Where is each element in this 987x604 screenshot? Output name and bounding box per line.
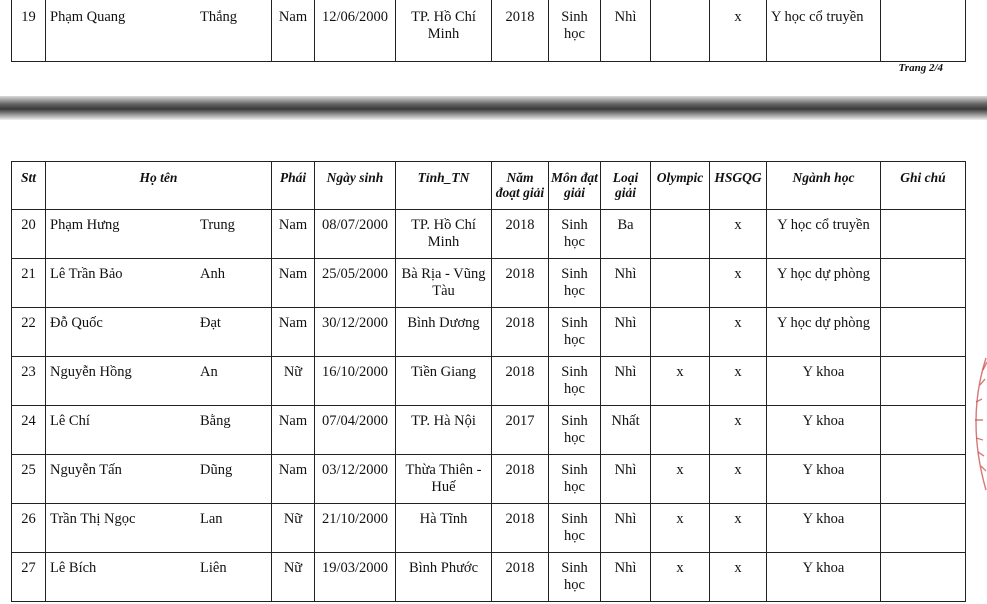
olympic-cell — [651, 308, 710, 357]
table-row — [12, 0, 966, 62]
major-cell: Y học dự phòng — [767, 259, 881, 308]
last-name: Nguyễn Tấn — [50, 462, 122, 478]
major-cell: Y học cổ truyền — [767, 210, 881, 259]
name-cell — [46, 308, 272, 357]
header-province: Tỉnh_TN — [396, 162, 492, 210]
header-major: Ngành học — [767, 162, 881, 210]
gender-cell: Nam — [272, 0, 315, 62]
year-cell: 2018 — [492, 210, 549, 259]
gender-cell: Nam — [272, 455, 315, 504]
major-cell: Y khoa — [767, 553, 881, 602]
note-cell — [881, 455, 966, 504]
stt-cell: 19 — [12, 0, 46, 62]
province-cell: TP. Hồ Chí Minh — [396, 210, 492, 259]
olympic-cell — [651, 0, 710, 62]
name-cell — [46, 357, 272, 406]
header-row — [12, 162, 966, 210]
province-cell: Bà Rịa - Vũng Tàu — [396, 259, 492, 308]
gender-cell: Nam — [272, 308, 315, 357]
page-separator — [0, 96, 987, 120]
last-name: Trần Thị Ngọc — [50, 511, 136, 527]
award-cell: Ba — [601, 210, 651, 259]
subject-cell: Sinh học — [549, 406, 601, 455]
hsgqg-cell: x — [710, 504, 767, 553]
previous-page-table — [11, 0, 966, 62]
student-table — [11, 161, 966, 602]
award-cell: Nhì — [601, 308, 651, 357]
dob-cell: 30/12/2000 — [315, 308, 396, 357]
note-cell — [881, 0, 966, 62]
note-cell — [881, 259, 966, 308]
dob-cell: 16/10/2000 — [315, 357, 396, 406]
header-stt: Stt — [12, 162, 46, 210]
olympic-cell — [651, 259, 710, 308]
major-cell: Y khoa — [767, 504, 881, 553]
subject-cell: Sinh học — [549, 455, 601, 504]
table-row — [12, 455, 966, 504]
last-name: Phạm Quang — [50, 9, 126, 25]
note-cell — [881, 210, 966, 259]
header-olympic: Olympic — [651, 162, 710, 210]
award-cell: Nhì — [601, 259, 651, 308]
province-cell: Hà Tĩnh — [396, 504, 492, 553]
year-cell: 2018 — [492, 357, 549, 406]
stt-cell: 21 — [12, 259, 46, 308]
name-cell — [46, 406, 272, 455]
header-note: Ghi chú — [881, 162, 966, 210]
name-cell — [46, 259, 272, 308]
header-dob: Ngày sinh — [315, 162, 396, 210]
hsgqg-cell: x — [710, 210, 767, 259]
year-cell: 2018 — [492, 308, 549, 357]
olympic-cell: x — [651, 455, 710, 504]
hsgqg-cell: x — [710, 553, 767, 602]
year-cell: 2017 — [492, 406, 549, 455]
hsgqg-cell: x — [710, 406, 767, 455]
first-name: Đạt — [200, 315, 221, 331]
note-cell — [881, 308, 966, 357]
last-name: Lê Trần Bảo — [50, 266, 123, 282]
year-cell: 2018 — [492, 0, 549, 62]
subject-cell: Sinh học — [549, 553, 601, 602]
last-name: Lê Bích — [50, 560, 97, 576]
olympic-cell: x — [651, 553, 710, 602]
table-row — [12, 357, 966, 406]
major-cell: Y khoa — [767, 357, 881, 406]
province-cell: Bình Phước — [396, 553, 492, 602]
header-award: Loại giải — [601, 162, 651, 210]
first-name: Bằng — [200, 413, 231, 429]
name-cell — [46, 210, 272, 259]
gender-cell: Nữ — [272, 504, 315, 553]
first-name: Dũng — [200, 462, 233, 478]
year-cell: 2018 — [492, 455, 549, 504]
dob-cell: 07/04/2000 — [315, 406, 396, 455]
hsgqg-cell: x — [710, 357, 767, 406]
note-cell — [881, 553, 966, 602]
award-cell: Nhì — [601, 455, 651, 504]
year-cell: 2018 — [492, 504, 549, 553]
award-cell: Nhì — [601, 0, 651, 62]
table-row — [12, 308, 966, 357]
dob-cell: 21/10/2000 — [315, 504, 396, 553]
last-name: Đỗ Quốc — [50, 315, 103, 331]
award-cell: Nhì — [601, 504, 651, 553]
header-name: Họ tên — [46, 162, 272, 210]
first-name: An — [200, 364, 218, 380]
olympic-cell: x — [651, 504, 710, 553]
stt-cell: 20 — [12, 210, 46, 259]
note-cell — [881, 357, 966, 406]
table-row — [12, 210, 966, 259]
header-subject: Môn đạt giải — [549, 162, 601, 210]
table-row — [12, 553, 966, 602]
province-cell: Thừa Thiên - Huế — [396, 455, 492, 504]
first-name: Thắng — [200, 9, 238, 25]
first-name: Lan — [200, 511, 223, 527]
table-row — [12, 259, 966, 308]
last-name: Nguyễn Hồng — [50, 364, 132, 380]
stt-cell: 22 — [12, 308, 46, 357]
province-cell: TP. Hồ Chí Minh — [396, 0, 492, 62]
table-body — [12, 210, 966, 602]
name-cell — [46, 0, 272, 62]
stt-cell: 24 — [12, 406, 46, 455]
award-cell: Nhì — [601, 357, 651, 406]
gender-cell: Nữ — [272, 357, 315, 406]
table-row — [12, 504, 966, 553]
gender-cell: Nam — [272, 210, 315, 259]
dob-cell: 12/06/2000 — [315, 0, 396, 62]
province-cell: TP. Hà Nội — [396, 406, 492, 455]
header-hsgqg: HSGQG — [710, 162, 767, 210]
subject-cell: Sinh học — [549, 210, 601, 259]
gender-cell: Nam — [272, 259, 315, 308]
gender-cell: Nam — [272, 406, 315, 455]
hsgqg-cell: x — [710, 0, 767, 62]
year-cell: 2018 — [492, 259, 549, 308]
table-row — [12, 406, 966, 455]
province-cell: Bình Dương — [396, 308, 492, 357]
name-cell — [46, 455, 272, 504]
dob-cell: 03/12/2000 — [315, 455, 396, 504]
province-cell: Tiền Giang — [396, 357, 492, 406]
olympic-cell — [651, 210, 710, 259]
hsgqg-cell: x — [710, 259, 767, 308]
award-cell: Nhì — [601, 553, 651, 602]
header-year: Năm đoạt giải — [492, 162, 549, 210]
dob-cell: 08/07/2000 — [315, 210, 396, 259]
first-name: Trung — [200, 217, 235, 233]
page-number: Trang 2/4 — [898, 62, 943, 74]
hsgqg-cell: x — [710, 455, 767, 504]
last-name: Phạm Hưng — [50, 217, 120, 233]
dob-cell: 25/05/2000 — [315, 259, 396, 308]
hsgqg-cell: x — [710, 308, 767, 357]
stt-cell: 25 — [12, 455, 46, 504]
stt-cell: 26 — [12, 504, 46, 553]
subject-cell: Sinh học — [549, 504, 601, 553]
subject-cell: Sinh học — [549, 0, 601, 62]
award-cell: Nhất — [601, 406, 651, 455]
name-cell — [46, 553, 272, 602]
subject-cell: Sinh học — [549, 308, 601, 357]
subject-cell: Sinh học — [549, 357, 601, 406]
note-cell — [881, 504, 966, 553]
note-cell — [881, 406, 966, 455]
gender-cell: Nữ — [272, 553, 315, 602]
subject-cell: Sinh học — [549, 259, 601, 308]
major-cell: Y học cổ truyền — [767, 0, 881, 62]
first-name: Liên — [200, 560, 227, 576]
year-cell: 2018 — [492, 553, 549, 602]
red-stamp-seal — [962, 340, 987, 500]
name-cell — [46, 504, 272, 553]
stt-cell: 27 — [12, 553, 46, 602]
major-cell: Y học dự phòng — [767, 308, 881, 357]
dob-cell: 19/03/2000 — [315, 553, 396, 602]
olympic-cell: x — [651, 357, 710, 406]
major-cell: Y khoa — [767, 406, 881, 455]
stt-cell: 23 — [12, 357, 46, 406]
first-name: Anh — [200, 266, 225, 282]
last-name: Lê Chí — [50, 413, 90, 429]
major-cell: Y khoa — [767, 455, 881, 504]
header-gender: Phái — [272, 162, 315, 210]
olympic-cell — [651, 406, 710, 455]
